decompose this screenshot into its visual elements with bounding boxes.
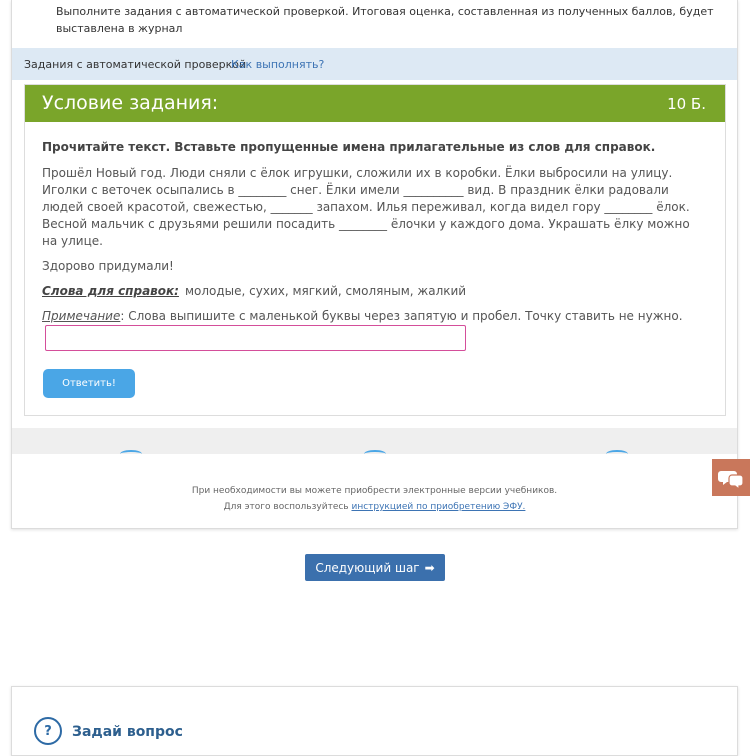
answer-input[interactable] (45, 325, 466, 351)
chat-button[interactable] (712, 459, 750, 496)
task-body (42, 139, 692, 333)
note-line (42, 308, 692, 325)
chat-icon (712, 459, 750, 496)
efu-instruction-link[interactable]: инструкцией по приобретению ЭФУ. (351, 502, 526, 512)
info-bar-label: Задания с автоматической проверкой (24, 58, 247, 71)
question-icon: ? (34, 717, 62, 745)
hint-words-line (42, 283, 692, 300)
intro-text: Выполните задания с автоматической проверкой. Итоговая оценка, составленная из полученных баллов, будет выставлена в журнал (56, 5, 714, 35)
hint-words: молодые, сухих, мягкий, смоляным, жалкий (184, 284, 467, 298)
next-step-button[interactable] (305, 554, 445, 581)
footer-line-2 (12, 499, 737, 515)
next-step-label: Следующий шаг (315, 560, 420, 575)
task-card (11, 0, 738, 529)
note-label: Примечание (42, 309, 121, 323)
ask-question-title[interactable]: Задай вопрос (72, 724, 183, 740)
step-dot[interactable] (606, 450, 628, 458)
task-panel (24, 84, 726, 416)
hint-label: Слова для справок: (42, 284, 179, 298)
footer-line-1: При необходимости вы можете приобрести электронные версии учебников. (191, 486, 558, 496)
step-dot[interactable] (364, 450, 386, 458)
navigation-strip (12, 428, 737, 454)
task-points: 10 Б. (667, 95, 706, 113)
answer-button[interactable]: Ответить! (43, 369, 135, 398)
task-text: Прошёл Новый год. Люди сняли с ёлок игрушки, сложили их в коробки. Ёлки выбросили на улицу. Иголки с веточек осыпались в ________ снег. Ёлки имели __________ вид. В праздник ёлки радовали людей своей красотой, свежестью, _______ запахом. Илья переживал, когда видел гору ________ ёлок. Весной мальчик с друзьями решили посадить ________ ёлочки у каждого дома. Украшать ёлку можно на улице. (42, 166, 690, 248)
note-text: : Слова выпишите с маленькой буквы через запятую и пробел. Точку ставить не нужно. (120, 309, 683, 323)
howto-link[interactable]: Как выполнять? (231, 58, 325, 71)
task-closing: Здорово придумали! (42, 259, 174, 273)
step-dot[interactable] (120, 450, 142, 458)
task-title: Условие задания: (42, 92, 219, 114)
arrow-right-icon: ➡ (424, 560, 435, 575)
footer-note (12, 483, 737, 515)
task-header (25, 85, 725, 122)
task-instruction: Прочитайте текст. Вставьте пропущенные имена прилагательные из слов для справок. (42, 140, 656, 154)
footer-line-2-prefix: Для этого воспользуйтесь (223, 502, 352, 512)
ask-question-card (11, 686, 738, 756)
info-bar (12, 48, 737, 80)
